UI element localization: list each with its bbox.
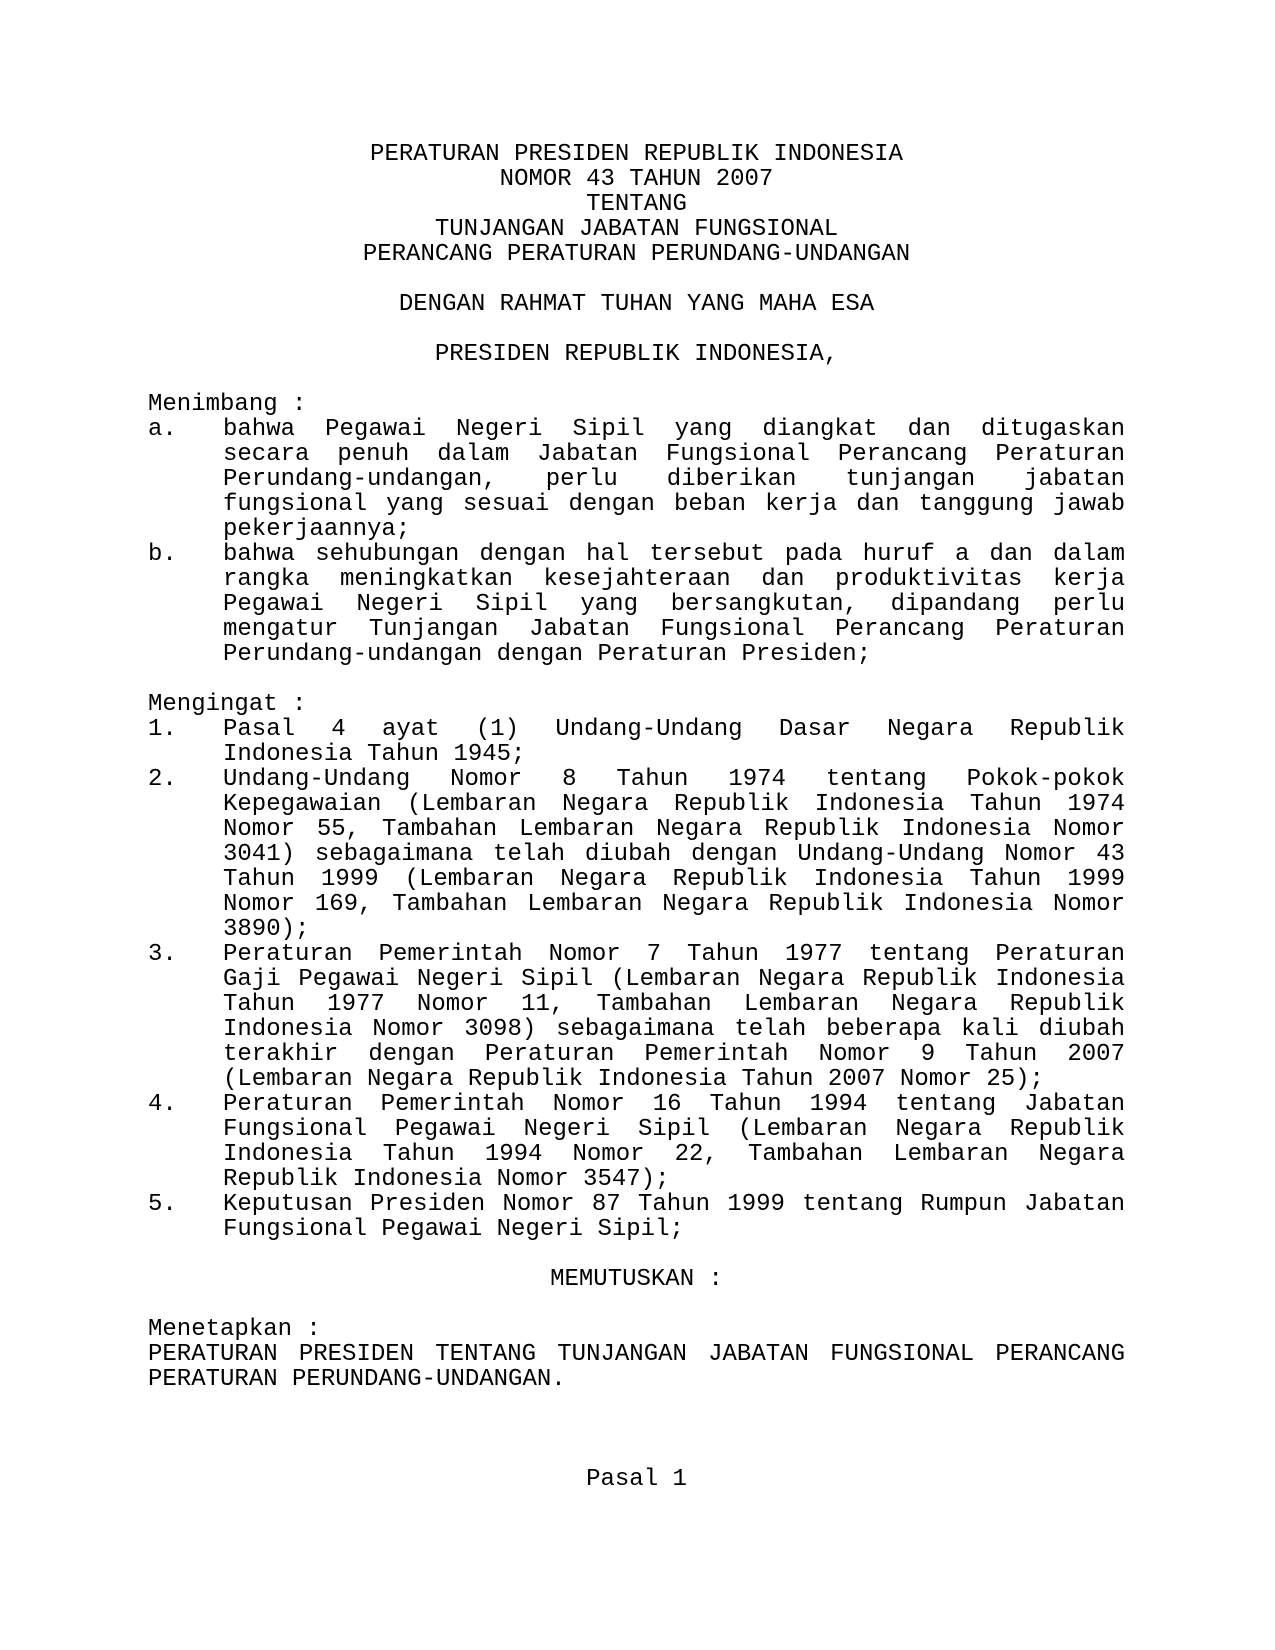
text-line: Undang-Undang Nomor 8 Tahun 1974 tentang Pokok-pokok: [223, 766, 1125, 793]
menimbang-heading: Menimbang :: [148, 391, 307, 418]
text-line: TUNJANGAN JABATAN FUNGSIONAL: [434, 216, 839, 243]
list-item-text: [223, 1092, 1125, 1192]
menetapkan-heading: Menetapkan :: [148, 1316, 321, 1343]
text-line: secara penuh dalam Jabatan Fungsional Perancang Peraturan: [223, 441, 1125, 468]
text-line: PERATURAN PRESIDEN TENTANG TUNJANGAN JABATAN FUNGSIONAL PERANCANG: [148, 1341, 1125, 1368]
text-line: Tahun 1977 Nomor 11, Tambahan Lembaran Negara Republik: [223, 991, 1125, 1018]
text-line: Keputusan Presiden Nomor 87 Tahun 1999 tentang Rumpun Jabatan: [223, 1191, 1125, 1218]
list-item-label: 1.: [148, 716, 177, 743]
list-item-text: [223, 717, 1125, 767]
text-line: (Lembaran Negara Republik Indonesia Tahun 2007 Nomor 25);: [223, 1066, 1044, 1093]
text-line: Pasal 4 ayat (1) Undang-Undang Dasar Negara Republik: [223, 716, 1125, 743]
list-item-text: [223, 542, 1125, 667]
text-line: Indonesia Nomor 3098) sebagaimana telah beberapa kali diubah: [223, 1016, 1125, 1043]
list-item-text: [223, 417, 1125, 542]
list-item: [148, 1092, 1125, 1192]
text-line: Tahun 1999 (Lembaran Negara Republik Indonesia Tahun 1999: [223, 866, 1125, 893]
list-item-label: 5.: [148, 1191, 177, 1218]
list-item-text: [223, 942, 1125, 1092]
text-line: PERATURAN PRESIDEN REPUBLIK INDONESIA: [370, 141, 903, 168]
text-line: fungsional yang sesuai dengan beban kerja dan tanggung jawab: [223, 491, 1125, 518]
menetapkan-body: [148, 1342, 1125, 1392]
list-item: [148, 1192, 1125, 1242]
text-line: Peraturan Pemerintah Nomor 16 Tahun 1994 tentang Jabatan: [223, 1091, 1125, 1118]
text-line: TENTANG: [586, 191, 687, 218]
text-line: Nomor 55, Tambahan Lembaran Negara Republik Indonesia Nomor: [223, 816, 1125, 843]
list-item-text: [223, 1192, 1125, 1242]
text-line: 3041) sebagaimana telah diubah dengan Undang-Undang Nomor 43: [223, 841, 1125, 868]
list-item: [148, 942, 1125, 1092]
menetapkan-section: [148, 1317, 1125, 1392]
text-line: bahwa sehubungan dengan hal tersebut pada huruf a dan dalam: [223, 541, 1125, 568]
list-item: [148, 767, 1125, 942]
list-item-label: a.: [148, 416, 177, 443]
text-line: Gaji Pegawai Negeri Sipil (Lembaran Negara Republik Indonesia: [223, 966, 1125, 993]
menimbang-items: [148, 417, 1125, 667]
text-line: bahwa Pegawai Negeri Sipil yang diangkat dan ditugaskan: [223, 416, 1125, 443]
mengingat-items: [148, 717, 1125, 1242]
list-item: [148, 417, 1125, 542]
text-line: rangka meningkatkan kesejahteraan dan produktivitas kerja: [223, 566, 1125, 593]
mengingat-heading: Mengingat :: [148, 691, 307, 718]
text-line: Perundang-undangan dengan Peraturan Presiden;: [223, 641, 872, 668]
text-line: Peraturan Pemerintah Nomor 7 Tahun 1977 tentang Peraturan: [223, 941, 1125, 968]
text-line: Indonesia Tahun 1945;: [223, 741, 526, 768]
text-line: Indonesia Tahun 1994 Nomor 22, Tambahan Lembaran Negara: [223, 1141, 1125, 1168]
list-item: [148, 717, 1125, 767]
pasal-heading: Pasal 1: [586, 1466, 687, 1493]
list-item-label: 2.: [148, 766, 177, 793]
list-item: [148, 542, 1125, 667]
issuer-line: PRESIDEN REPUBLIK INDONESIA,: [434, 341, 839, 368]
list-item-label: 4.: [148, 1091, 177, 1118]
text-line: mengatur Tunjangan Jabatan Fungsional Perancang Peraturan: [223, 616, 1125, 643]
text-line: Kepegawaian (Lembaran Negara Republik Indonesia Tahun 1974: [223, 791, 1125, 818]
list-item-label: 3.: [148, 941, 177, 968]
menimbang-section: [148, 392, 1125, 667]
text-line: terakhir dengan Peraturan Pemerintah Nomor 9 Tahun 2007: [223, 1041, 1125, 1068]
document-title: [148, 142, 1125, 267]
text-line: pekerjaannya;: [223, 516, 411, 543]
invocation-line: DENGAN RAHMAT TUHAN YANG MAHA ESA: [398, 291, 875, 318]
text-line: Republik Indonesia Nomor 3547);: [223, 1166, 670, 1193]
text-line: Pegawai Negeri Sipil yang bersangkutan, dipandang perlu: [223, 591, 1125, 618]
text-line: Perundang-undangan, perlu diberikan tunjangan jabatan: [223, 466, 1125, 493]
list-item-label: b.: [148, 541, 177, 568]
text-line: PERATURAN PERUNDANG-UNDANGAN.: [148, 1366, 566, 1393]
text-line: Nomor 169, Tambahan Lembaran Negara Republik Indonesia Nomor: [223, 891, 1125, 918]
mengingat-section: [148, 692, 1125, 1242]
text-line: 3890);: [223, 916, 310, 943]
memutuskan-line: MEMUTUSKAN :: [550, 1266, 723, 1293]
text-line: Fungsional Pegawai Negeri Sipil (Lembaran Negara Republik: [223, 1116, 1125, 1143]
text-line: NOMOR 43 TAHUN 2007: [499, 166, 774, 193]
text-line: PERANCANG PERATURAN PERUNDANG-UNDANGAN: [362, 241, 911, 268]
text-line: Fungsional Pegawai Negeri Sipil;: [223, 1216, 684, 1243]
list-item-text: [223, 767, 1125, 942]
